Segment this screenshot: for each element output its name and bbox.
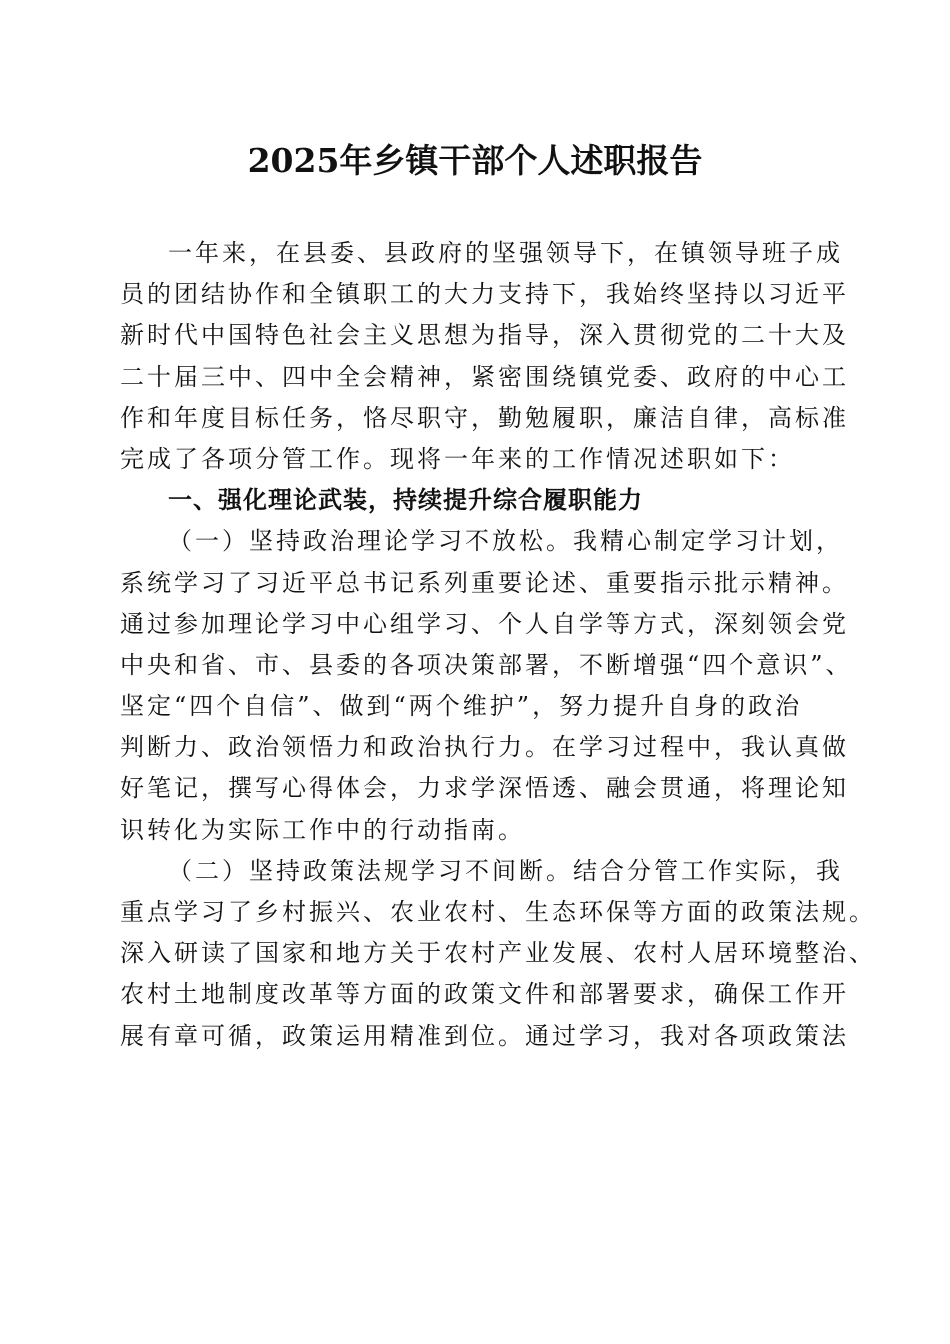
paragraph-line: 系统学习了习近平总书记系列重要论述、重要指示批示精神。 [120,568,849,597]
paragraph-line: 展有章可循，政策运用精准到位。通过学习，我对各项政策法 [120,1021,849,1050]
paragraph-line: 农村土地制度改革等方面的政策文件和部署要求，确保工作开 [120,980,849,1009]
paragraph-line: 通过参加理论学习中心组学习、个人自学等方式，深刻领会党 [120,609,849,638]
paragraph-line: 员的团结协作和全镇职工的大力支持下，我始终坚持以习近平 [120,280,849,309]
paragraph-line: 深入研读了国家和地方关于农村产业发展、农村人居环境整治、 [120,939,876,968]
paragraph-line: 重点学习了乡村振兴、农业农村、生态环保等方面的政策法规。 [120,898,876,926]
paragraph-line: 中央和省、市、县委的各项决策部署，不断增强“四个意识”、 [120,650,853,679]
paragraph-line: 二十届三中、四中全会精神，紧密围绕镇党委、政府的中心工 [120,362,849,391]
paragraph-line: 作和年度目标任务，恪尽职守，勤勉履职，廉洁自律，高标准 [120,403,849,432]
paragraph-line: 完成了各项分管工作。现将一年来的工作情况述职如下： [120,444,795,473]
paragraph-line: 新时代中国特色社会主义思想为指导，深入贯彻党的二十大及 [120,321,849,350]
paragraph-line: （二）坚持政策法规学习不间断。结合分管工作实际，我 [168,856,843,885]
paragraph-line: 坚定“四个自信”、做到“两个维护”，努力提升自身的政治 [120,692,803,721]
paragraph-line: 好笔记，撰写心得体会，力求学深悟透、融会贯通，将理论知 [120,774,849,803]
section-heading: 一、强化理论武装，持续提升综合履职能力 [168,486,643,515]
document-title: 2025年乡镇干部个人述职报告 [247,141,703,180]
paragraph-line: 一年来，在县委、县政府的坚强领导下，在镇领导班子成 [168,239,843,267]
paragraph-line: 判断力、政治领悟力和政治执行力。在学习过程中，我认真做 [120,733,849,762]
paragraph-line: （一）坚持政治理论学习不放松。我精心制定学习计划， [168,527,843,556]
paragraph-line: 识转化为实际工作中的行动指南。 [120,815,525,844]
document-body [120,233,876,1057]
